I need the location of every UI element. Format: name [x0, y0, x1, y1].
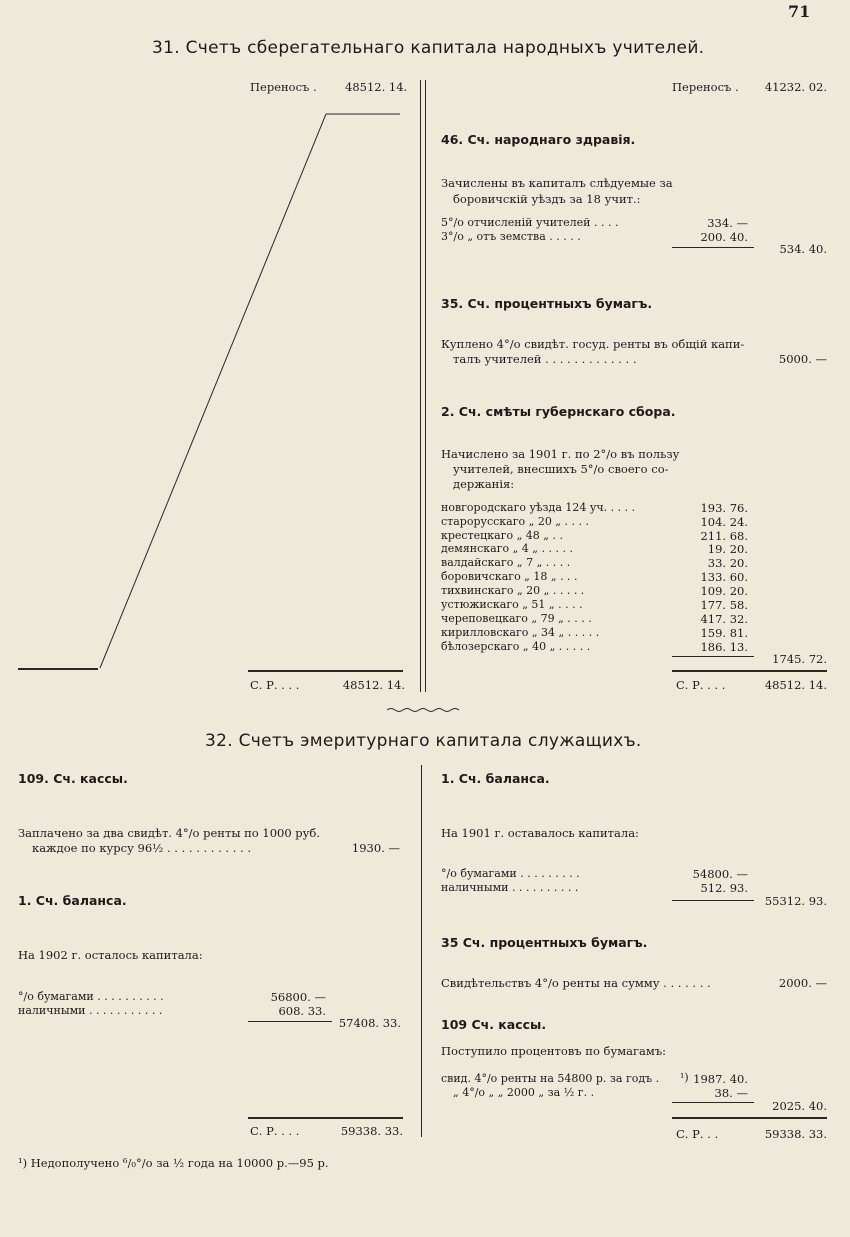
- account-header: 35 Сч. процентныхъ бумагъ.: [441, 935, 648, 950]
- entry-text: Свидѣтельствъ 4°/о ренты на сумму . . . . . . .: [441, 976, 711, 990]
- page-number: 71: [788, 2, 811, 21]
- entry-text: Начислено за 1901 г. по 2°/о въ пользу: [441, 447, 680, 461]
- entry-text: каждое по курсу 96½ . . . . . . . . . . . .: [32, 841, 252, 855]
- district-value: 186. 13.: [700, 640, 748, 654]
- entry-value: 38. —: [714, 1086, 748, 1100]
- subtotal-rule: [672, 656, 754, 657]
- carry-label: Переносъ .: [250, 80, 317, 94]
- district-value: 109. 20.: [700, 584, 748, 598]
- account-header: 109 Сч. кассы.: [441, 1017, 547, 1032]
- total-label: С. Р. . . .: [676, 678, 726, 692]
- subtotal-rule: [672, 900, 754, 901]
- entry-value: 512. 93.: [700, 881, 748, 895]
- district-label: боровичскаго „ 18 „ . . .: [441, 570, 578, 583]
- district-label: бѣлозерскаго „ 40 „ . . . . .: [441, 640, 591, 653]
- subtotal-rule: [672, 247, 754, 248]
- district-label: старорусскаго „ 20 „ . . . .: [441, 515, 589, 528]
- district-label: новгородскаго уѣзда 124 уч. . . . .: [441, 501, 636, 514]
- entry-label: 3°/о „ отъ земства . . . . .: [441, 230, 581, 243]
- entry-label: свид. 4°/о ренты на 54800 р. за годъ .: [441, 1072, 660, 1085]
- total-value: 59338. 33.: [340, 1124, 403, 1138]
- entry-text: учителей, внесшихъ 5°/о своего со-: [453, 462, 669, 476]
- entry-text: талъ учителей . . . . . . . . . . . . .: [453, 352, 637, 366]
- entry-label: °/о бумагами . . . . . . . . . .: [18, 990, 164, 1003]
- entry-text: Заплачено за два свидѣт. 4°/о ренты по 1000 руб.: [18, 826, 321, 840]
- district-label: валдайскаго „ 7 „ . . . .: [441, 556, 571, 569]
- district-value: 133. 60.: [700, 570, 748, 584]
- subtotal-value: 2025. 40.: [772, 1099, 827, 1113]
- subtotal-value: 57408. 33.: [338, 1016, 401, 1030]
- account-header: 1. Сч. баланса.: [18, 893, 127, 908]
- total-label: С. Р. . .: [676, 1127, 719, 1141]
- entry-value: 334. —: [707, 216, 748, 230]
- district-value: 417. 32.: [700, 612, 748, 626]
- entry-text: Зачислены въ капиталъ слѣдуемые за: [441, 176, 673, 190]
- district-value: 19. 20.: [707, 542, 748, 556]
- footnote-marker: ¹): [680, 1071, 689, 1084]
- entry-text: На 1901 г. оставалось капитала:: [441, 826, 639, 840]
- total-value: 59338. 33.: [764, 1127, 827, 1141]
- entry-value: 608. 33.: [278, 1004, 326, 1018]
- district-value: 211. 68.: [700, 529, 748, 543]
- entry-value: 54800. —: [692, 867, 748, 881]
- section-32-title: 32. Счетъ эмеритурнаго капитала служащихъ.: [205, 731, 642, 751]
- entry-label: °/о бумагами . . . . . . . . .: [441, 867, 580, 880]
- column-divider: [421, 765, 422, 1137]
- entry-value: 56800. —: [270, 990, 326, 1004]
- total-label: С. Р. . . .: [250, 1124, 300, 1138]
- footnote: ¹) Недополучено ⁶/₀°/о за ½ года на 10000 р.—95 р.: [18, 1156, 329, 1170]
- carry-value: 48512. 14.: [345, 80, 408, 94]
- district-label: череповецкаго „ 79 „ . . . .: [441, 612, 592, 625]
- district-label: кирилловскаго „ 34 „ . . . . .: [441, 626, 600, 639]
- total-rule: [248, 670, 403, 672]
- subtotal-rule: [248, 1021, 332, 1022]
- subtotal-value: 1745. 72.: [772, 652, 827, 666]
- subtotal-value: 5000. —: [778, 352, 827, 366]
- entry-text: Поступило процентовъ по бумагамъ:: [441, 1044, 667, 1058]
- subtotal-value: 534. 40.: [779, 242, 827, 256]
- carry-label: Переносъ .: [672, 80, 739, 94]
- column-divider: [420, 80, 421, 692]
- section-separator: [385, 706, 465, 714]
- total-rule: [672, 670, 827, 672]
- district-label: крестецкаго „ 48 „ . .: [441, 529, 563, 542]
- entry-text: Куплено 4°/о свидѣт. госуд. ренты въ общій капи-: [441, 337, 745, 351]
- district-value: 104. 24.: [700, 515, 748, 529]
- district-value: 159. 81.: [700, 626, 748, 640]
- district-value: 177. 58.: [700, 598, 748, 612]
- district-label: тихвинскаго „ 20 „ . . . . .: [441, 584, 585, 597]
- entry-text: держанія:: [453, 477, 515, 491]
- entry-label: наличными . . . . . . . . . . .: [18, 1004, 163, 1017]
- entry-text: боровичскій уѣздъ за 18 учит.:: [453, 192, 641, 206]
- subtotal-rule: [672, 1102, 754, 1103]
- district-label: демянскаго „ 4 „ . . . . .: [441, 542, 573, 555]
- total-value: 48512. 14.: [764, 678, 827, 692]
- entry-value: 1987. 40.: [693, 1072, 748, 1086]
- entry-text: На 1902 г. осталось капитала:: [18, 948, 203, 962]
- entry-value: 1930. —: [351, 841, 400, 855]
- blank-space-strike: [18, 108, 408, 678]
- column-divider: [425, 80, 426, 692]
- entry-label: наличными . . . . . . . . . .: [441, 881, 579, 894]
- total-rule: [672, 1117, 827, 1119]
- entry-label: „ 4°/о „ „ 2000 „ за ½ г. .: [453, 1086, 595, 1099]
- account-header: 109. Сч. кассы.: [18, 771, 128, 786]
- section-31-title: 31. Счетъ сберегательнаго капитала народныхъ учителей.: [152, 38, 705, 58]
- entry-label: 5°/о отчисленій учителей . . . .: [441, 216, 619, 229]
- district-value: 33. 20.: [707, 556, 748, 570]
- carry-value: 41232. 02.: [764, 80, 827, 94]
- account-header: 46. Сч. народнаго здравія.: [441, 132, 636, 147]
- account-header: 1. Сч. баланса.: [441, 771, 550, 786]
- total-value: 48512. 14.: [342, 678, 405, 692]
- total-label: С. Р. . . .: [250, 678, 300, 692]
- subtotal-value: 55312. 93.: [764, 894, 827, 908]
- entry-value: 200. 40.: [700, 230, 748, 244]
- entry-value: 2000. —: [778, 976, 827, 990]
- account-header: 2. Сч. смѣты губернскаго сбора.: [441, 404, 676, 419]
- district-value: 193. 76.: [700, 501, 748, 515]
- account-header: 35. Сч. процентныхъ бумагъ.: [441, 296, 653, 311]
- district-label: устюжискаго „ 51 „ . . . .: [441, 598, 583, 611]
- total-rule: [248, 1117, 403, 1119]
